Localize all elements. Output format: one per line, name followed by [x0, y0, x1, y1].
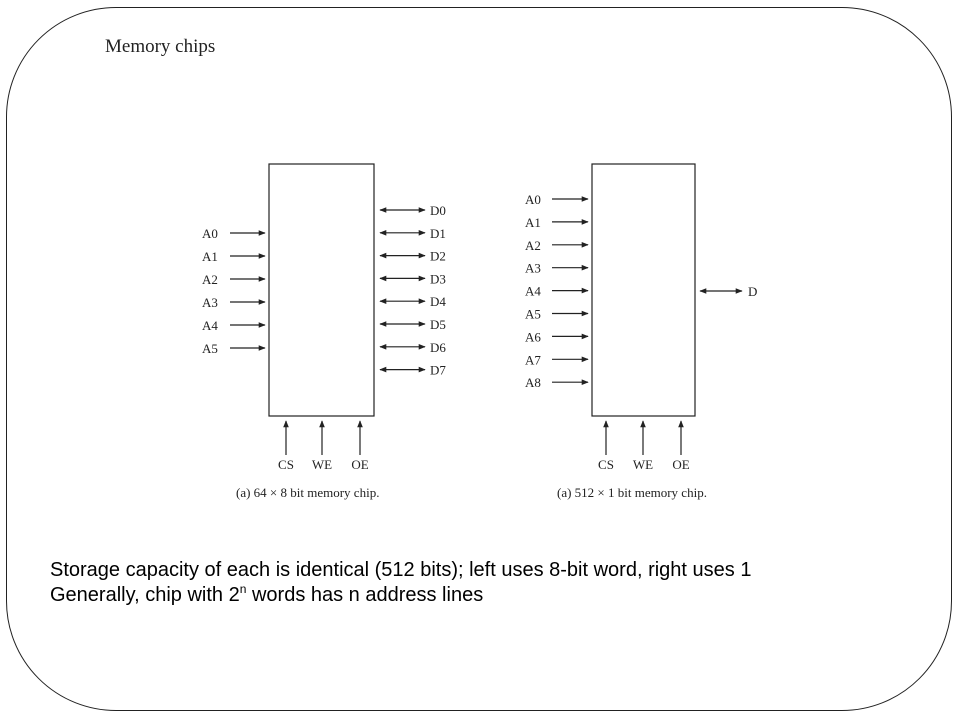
control-pin-label: OE [351, 457, 369, 472]
address-pin-label: A3 [202, 295, 218, 310]
statement-suffix: words has n address lines [246, 584, 484, 606]
data-pin-label: D6 [430, 339, 446, 355]
chip-body [592, 164, 695, 416]
address-pin-label: A8 [525, 375, 541, 391]
data-pin-label: D7 [430, 362, 446, 378]
data-pin-label: D [748, 284, 758, 299]
control-pin-label: WE [632, 457, 654, 472]
control-pin-label: WE [311, 457, 333, 472]
chip-512x1 [525, 164, 757, 500]
address-pin-label: A2 [525, 237, 541, 253]
address-pin-label: A5 [525, 306, 541, 322]
data-pin-label: D4 [430, 294, 446, 310]
address-pin-label: A0 [202, 226, 218, 241]
address-pin-label: A1 [525, 214, 541, 230]
address-pin-label: A4 [202, 318, 218, 333]
data-pin-label: D3 [430, 271, 446, 287]
data-pin-label: D0 [430, 203, 446, 218]
capacity-statement: Storage capacity of each is identical (512 bits); left uses 8-bit word, right uses 1 [50, 559, 752, 581]
address-pin-label: A5 [202, 341, 218, 356]
address-pin-label: A2 [202, 272, 218, 287]
slide-title: Memory chips [105, 36, 216, 57]
address-pin-label: A6 [525, 329, 541, 345]
control-pin-label: OE [672, 457, 690, 472]
address-lines-statement [50, 583, 930, 608]
statement-prefix: Generally, chip with 2 [50, 584, 240, 606]
address-pin-label: A7 [525, 352, 541, 368]
address-pin-label: A0 [525, 192, 541, 207]
chip-caption: (a) 64 × 8 bit memory chip. [236, 485, 380, 500]
data-pin-label: D2 [430, 248, 446, 264]
control-pin-label: CS [598, 457, 614, 472]
data-pin-label: D1 [430, 225, 446, 241]
chip-64x8 [202, 164, 446, 500]
chip-body [269, 164, 374, 416]
data-pin-label: D5 [430, 317, 446, 332]
control-pin-label: CS [278, 457, 294, 472]
body-text [50, 558, 930, 608]
chip-caption: (a) 512 × 1 bit memory chip. [557, 485, 707, 500]
address-pin-label: A3 [525, 260, 541, 276]
address-pin-label: A1 [202, 249, 218, 264]
exponent: n [239, 582, 247, 596]
address-pin-label: A4 [525, 283, 541, 299]
